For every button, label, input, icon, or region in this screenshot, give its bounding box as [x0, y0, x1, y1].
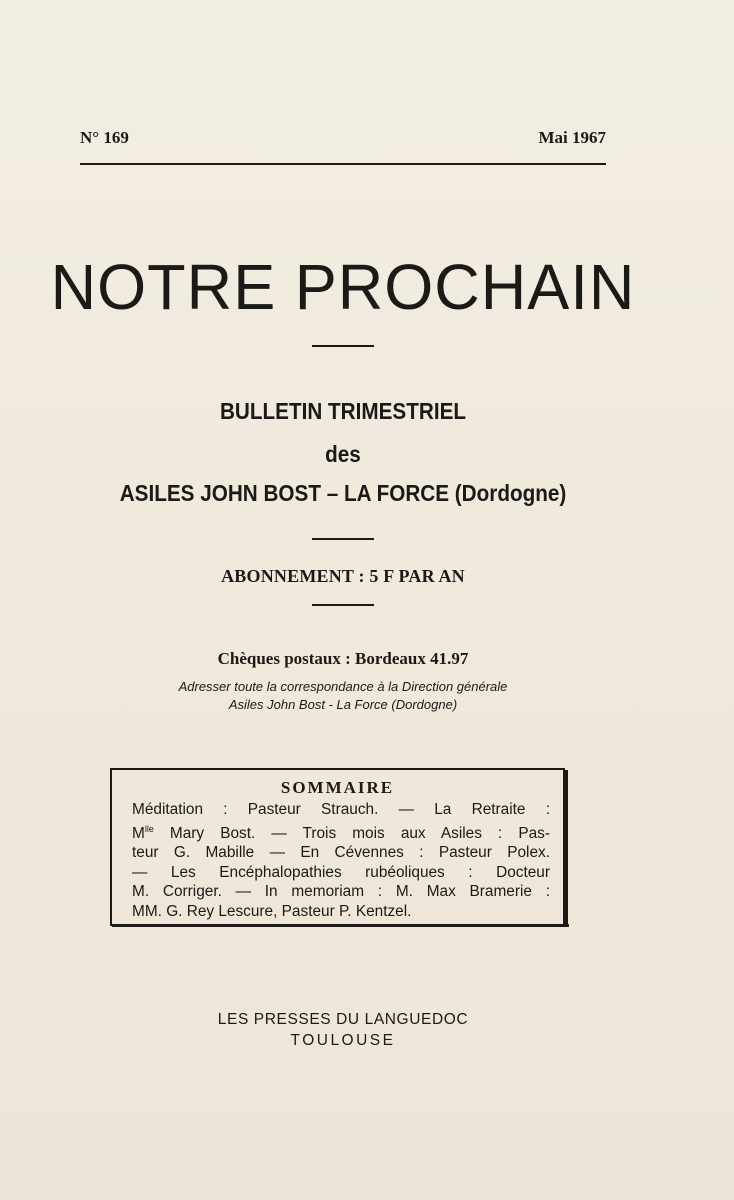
issue-number: N° 169	[80, 128, 129, 147]
bulletin-des: des	[325, 441, 361, 467]
sommaire-box	[110, 768, 565, 926]
sommaire-line: — Les Encéphalopathies rubéoliques : Docteur	[132, 863, 550, 881]
sommaire-line	[132, 820, 550, 844]
sommaire-line: MM. G. Rey Lescure, Pasteur P. Kentzel.	[132, 902, 412, 920]
sommaire-title: SOMMAIRE	[280, 778, 395, 797]
mlle-prefix: M	[132, 824, 145, 842]
institution-divider	[312, 538, 374, 540]
page-title: NOTRE PROCHAIN	[50, 251, 636, 323]
subscription-price: ABONNEMENT : 5 F PAR AN	[221, 566, 465, 586]
publisher-name: LES PRESSES DU LANGUEDOC	[217, 1011, 469, 1028]
address-note: Adresser toute la correspondance à la Direction générale	[178, 679, 508, 694]
mlle-sup: lle	[144, 823, 154, 834]
bulletin-institution: ASILES JOHN BOST – LA FORCE (Dordogne)	[119, 480, 567, 506]
sommaire-line: teur G. Mabille — En Cévennes : Pasteur Polex.	[132, 844, 550, 862]
address: Asiles John Bost - La Force (Dordogne)	[228, 697, 458, 712]
publisher-city: TOULOUSE	[290, 1032, 396, 1049]
header-rule	[80, 163, 606, 165]
bulletin-subtitle: BULLETIN TRIMESTRIEL	[219, 398, 467, 424]
issue-date: Mai 1967	[538, 128, 606, 147]
sommaire-line: Méditation : Pasteur Strauch. — La Retraite :	[132, 801, 550, 818]
sommaire-contents	[132, 800, 550, 922]
sommaire-line-text: Mary Bost. — Trois mois aux Asiles : Pas-	[169, 824, 550, 842]
sommaire-line: M. Corriger. — In memoriam : M. Max Bramerie :	[132, 883, 550, 901]
sommaire-shadow-right	[565, 770, 568, 927]
postal-cheques: Chèques postaux : Bordeaux 41.97	[217, 649, 469, 668]
subscription-divider	[312, 604, 374, 606]
title-divider	[312, 345, 374, 347]
